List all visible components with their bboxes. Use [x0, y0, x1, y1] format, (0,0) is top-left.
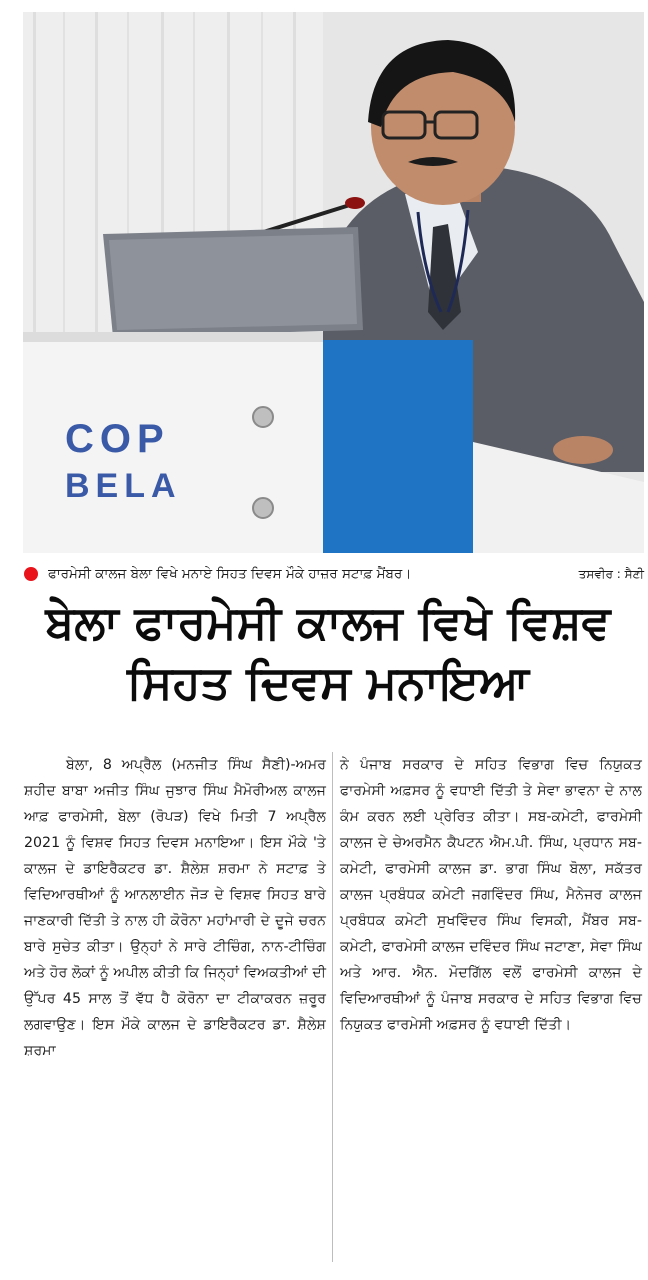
caption-bullet-icon: [24, 567, 38, 581]
photo-caption: [24, 562, 644, 586]
headline-line-2: ਸਿਹਤ ਦਿਵਸ ਮਨਾਇਆ: [126, 655, 530, 709]
photo-credit: ਤਸਵੀਰ : ਸੈਣੀ: [578, 566, 644, 581]
caption-text: ਫਾਰਮੇਸੀ ਕਾਲਜ ਬੇਲਾ ਵਿਖੇ ਮਨਾਏ ਸਿਹਤ ਦਿਵਸ ਮੌਕੇ ਹਾਜ਼ਰ ਸਟਾਫ਼ ਮੈਂਬਰ।: [48, 566, 412, 582]
headline: [20, 592, 636, 712]
column-divider: [332, 752, 333, 1262]
headline-line-1: ਬੇਲਾ ਫਾਰਮੇਸੀ ਕਾਲਜ ਵਿਖੇ ਵਿਸ਼ਵ: [45, 595, 611, 649]
article-right-column: ਨੇ ਪੰਜਾਬ ਸਰਕਾਰ ਦੇ ਸਹਿਤ ਵਿਭਾਗ ਵਿਚ ਨਿਯੁਕਤ ਫਾਰਮੇਸੀ ਅਫ਼ਸਰ ਨੂੰ ਵਧਾਈ ਦਿੱਤੀ ਤੇ ਸੇਵਾ ਭਾਵਨਾ ਦੇ ਨਾਲ ਕੰਮ ਕਰਨ ਲਈ ਪ੍ਰੇਰਿਤ ਕੀਤਾ। ਸਬ-ਕਮੇਟੀ, ਫਾਰਮੇਸੀ ਕਾਲਜ ਦੇ ਚੇਅਰਮੈਨ ਕੈਪਟਨ ਐਮ.ਪੀ. ਸਿੰਘ, ਪ੍ਰਧਾਨ ਸਬ-ਕਮੇਟੀ, ਫਾਰਮੇਸੀ ਕਾਲਜ ਡਾ. ਭਾਗ ਸਿੰਘ ਬੋਲਾ, ਸਕੱਤਰ ਕਾਲਜ ਪ੍ਰਬੰਧਕ ਕਮੇਟੀ ਜਗਵਿੰਦਰ ਸਿੰਘ, ਮੈਨੇਜਰ ਕਾਲਜ ਪ੍ਰਬੰਧਕ ਕਮੇਟੀ ਸੁਖਵਿੰਦਰ ਸਿੰਘ ਵਿਸਕੀ, ਮੈਂਬਰ ਸਬ-ਕਮੇਟੀ, ਫਾਰਮੇਸੀ ਕਾਲਜ ਦਵਿੰਦਰ ਸਿੰਘ ਜਟਾਣਾ, ਸੇਵਾ ਸਿੰਘ ਅਤੇ ਆਰ. ਐਨ. ਮੋਦਗਿੱਲ ਵਲੋਂ ਫਾਰਮੇਸੀ ਕਾਲਜ ਦੇ ਵਿਦਿਆਰਥੀਆਂ ਨੂੰ ਪੰਜਾਬ ਸਰਕਾਰ ਦੇ ਸਹਿਤ ਵਿਭਾਗ ਵਿਚ ਨਿਯੁਕਤ ਫਾਰਮੇਸੀ ਅਫ਼ਸਰ ਨੂੰ ਵਧਾਈ ਦਿੱਤੀ।: [340, 757, 642, 1033]
news-photo-illustration: [23, 12, 644, 553]
news-photo: [23, 12, 644, 553]
podium-logo-top: COP: [65, 417, 170, 461]
article-left-column: ਬੇਲਾ, 8 ਅਪ੍ਰੈਲ (ਮਨਜੀਤ ਸਿੰਘ ਸੈਣੀ)-ਅਮਰ ਸ਼ਹੀਦ ਬਾਬਾ ਅਜੀਤ ਸਿੰਘ ਜੁਝਾਰ ਸਿੰਘ ਮੈਮੋਰੀਅਲ ਕਾਲਜ ਆਫ਼ ਫਾਰਮੇਸੀ, ਬੇਲਾ (ਰੋਪੜ) ਵਿਖੇ ਮਿਤੀ 7 ਅਪ੍ਰੈਲ 2021 ਨੂੰ ਵਿਸ਼ਵ ਸਿਹਤ ਦਿਵਸ ਮਨਾਇਆ। ਇਸ ਮੌਕੇ 'ਤੇ ਕਾਲਜ ਦੇ ਡਾਇਰੈਕਟਰ ਡਾ. ਸ਼ੈਲੇਸ਼ ਸ਼ਰਮਾ ਨੇ ਸਟਾਫ਼ ਤੇ ਵਿਦਿਆਰਥੀਆਂ ਨੂੰ ਆਨਲਾਈਨ ਜੋੜ ਦੇ ਵਿਸ਼ਵ ਸਿਹਤ ਬਾਰੇ ਜਾਣਕਾਰੀ ਦਿੱਤੀ ਤੇ ਨਾਲ ਹੀ ਕੋਰੋਨਾ ਮਹਾਂਮਾਰੀ ਦੇ ਦੂਜੇ ਚਰਨ ਬਾਰੇ ਸੁਚੇਤ ਕੀਤਾ। ਉਨ੍ਹਾਂ ਨੇ ਸਾਰੇ ਟੀਚਿੰਗ, ਨਾਨ-ਟੀਚਿੰਗ ਅਤੇ ਹੋਰ ਲੋਕਾਂ ਨੂੰ ਅਪੀਲ ਕੀਤੀ ਕਿ ਜਿਨ੍ਹਾਂ ਵਿਅਕਤੀਆਂ ਦੀ ਉੱਪਰ 45 ਸਾਲ ਤੋਂ ਵੱਧ ਹੈ ਕੋਰੋਨਾ ਦਾ ਟੀਕਾਕਰਨ ਜ਼ਰੂਰ ਲਗਵਾਉਣ। ਇਸ ਮੌਕੇ ਕਾਲਜ ਦੇ ਡਾਇਰੈਕਟਰ ਡਾ. ਸ਼ੈਲੇਸ਼ ਸ਼ਰਮਾ: [24, 757, 326, 1059]
podium-logo-bottom: BELA: [65, 467, 182, 505]
